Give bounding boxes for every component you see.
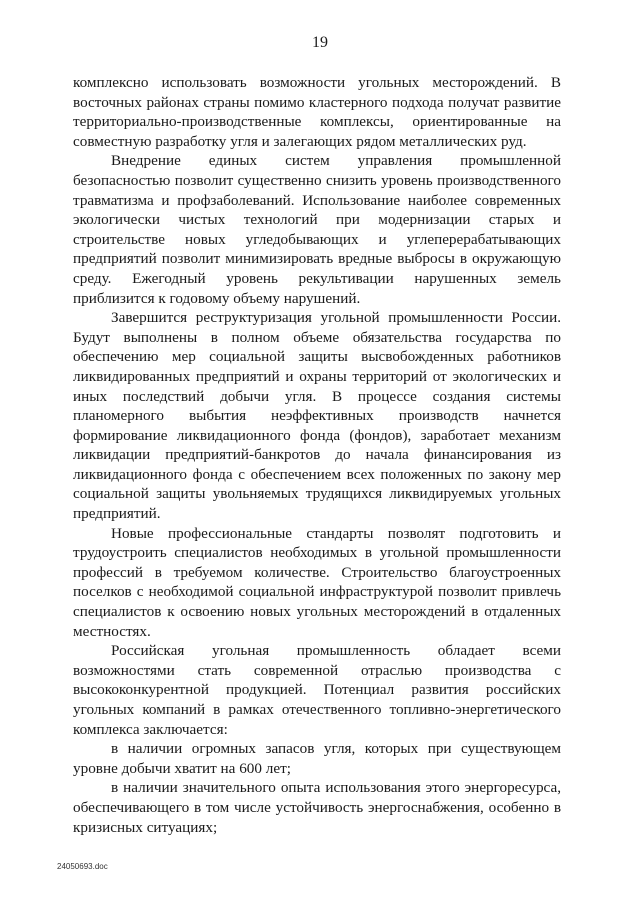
paragraph-energy-experience: в наличии значительного опыта использования этого энергоресурса, обеспечивающего в том числе устойчивость энергоснабжения, особенно в кризисных ситуациях; — [73, 779, 561, 836]
paragraph-coal-reserves: в наличии огромных запасов угля, которых при существующем уровне добычи хватит на 600 лет; — [73, 740, 561, 777]
paragraph-restructuring: Завершится реструктуризация угольной промышленности России. Будут выполнены в полном объеме обязательства государства по обеспечению мер социальной защиты высвобожденных работников ликвидированных предприятий и охраны территорий от экологических и иных последствий добычи угля. В процессе создания системы планомерного выбытия неэффективных производств начнется формирование ликвидационного фонда (фондов), заработает механизм ликвидации предприятий-банкротов до начала финансирования из ликвидационного фонда с обеспечением всех положенных по закону мер социальной защиты увольняемых трудящихся ликвидируемых угольных предприятий. — [73, 309, 561, 523]
paragraph-industry-potential: Российская угольная промышленность обладает всеми возможностями стать современной отраслью производства с высококонкурентной продукцией. Потенциал развития российских угольных компаний в рамках отечественного топливно-энергетического комплекса заключается: — [73, 642, 561, 738]
paragraph-professional-standards: Новые профессиональные стандарты позволят подготовить и трудоустроить специалистов необходимых в угольной промышленности профессий в требуемом количестве. Строительство благоустроенных поселков с необходимой социальной инфраструктурой позволит привлечь специалистов к освоению новых угольных месторождений в отдаленных местностях. — [73, 524, 561, 640]
document-body — [73, 73, 561, 837]
page-number: 19 — [312, 34, 328, 51]
paragraph-coal-deposits: комплексно использовать возможности угольных месторождений. В восточных районах страны помимо кластерного подхода получат развитие территориально-производственные комплексы, ориентированные на совместную разработку угля и залегающих рядом металлических руд. — [73, 74, 561, 150]
paragraph-industrial-safety: Внедрение единых систем управления промышленной безопасностью позволит существенно снизить уровень производственного травматизма и профзаболеваний. Использование наиболее современных экологически чистых технологий при модернизации старых и строительстве новых угледобывающих и углеперерабатывающих предприятий позволит минимизировать вредные выбросы в окружающую среду. Ежегодный уровень рекультивации нарушенных земель приблизится к годовому объему нарушений. — [73, 152, 561, 307]
document-file-id: 24050693.doc — [57, 862, 108, 871]
